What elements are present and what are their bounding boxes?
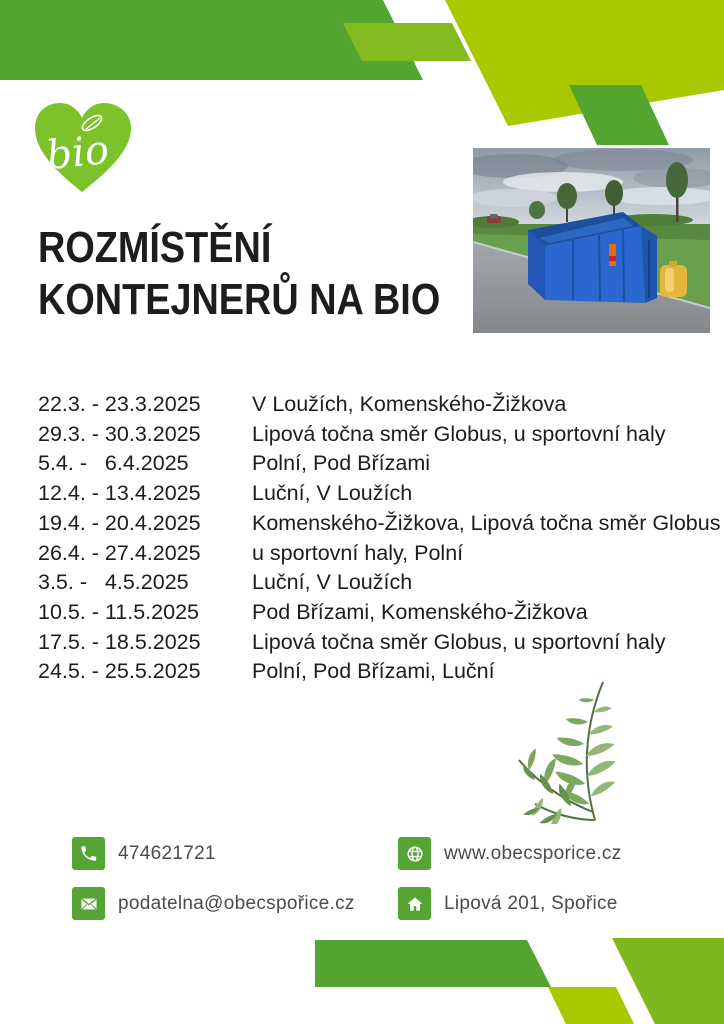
- schedule-row: [38, 628, 718, 658]
- schedule-dates: 3.5. - 4.5.2025: [38, 570, 189, 595]
- page-title: [38, 222, 451, 326]
- globe-icon: [398, 837, 431, 870]
- bottom-decoration: [0, 930, 724, 1024]
- schedule-locations: Lipová točna směr Globus, u sportovní haly: [252, 629, 666, 654]
- schedule-dates: 10.5. - 11.5.2025: [38, 599, 199, 624]
- schedule-row: [38, 420, 718, 450]
- bio-heart-logo: [26, 96, 140, 200]
- schedule-dates: 22.3. - 23.3.2025: [38, 392, 201, 416]
- schedule-row: [38, 598, 718, 628]
- schedule-locations: Luční, V Loužích: [252, 481, 413, 506]
- schedule-row: [38, 539, 718, 569]
- schedule-dates: 26.4. - 27.4.2025: [38, 540, 201, 565]
- fern-leaf-image: [505, 672, 663, 824]
- mail-icon: [72, 887, 105, 920]
- schedule-dates: 24.5. - 25.5.2025: [38, 659, 201, 684]
- container-photo: [473, 148, 710, 333]
- website-contact: [398, 837, 622, 870]
- schedule-dates: 19.4. - 20.4.2025: [38, 510, 201, 535]
- schedule-row: [38, 449, 718, 479]
- schedule-dates: 12.4. - 13.4.2025: [38, 481, 201, 506]
- home-icon: [398, 887, 431, 920]
- title-line-2: KONTEJNERŮ NA BIO: [38, 275, 441, 324]
- schedule-dates: 29.3. - 30.3.2025: [38, 421, 201, 446]
- schedule-row: [38, 479, 718, 509]
- email-address: podatelna@obecspořice.cz: [118, 892, 355, 914]
- logo-text: bio: [44, 126, 112, 180]
- schedule-dates: 5.4. - 6.4.2025: [38, 451, 189, 476]
- schedule-row: [38, 509, 721, 539]
- address-contact: [398, 887, 618, 920]
- email-contact: [72, 887, 355, 920]
- schedule-locations: Pod Břízami, Komenského-Žižkova: [252, 599, 588, 624]
- schedule-list: [38, 390, 721, 687]
- schedule-locations: Polní, Pod Břízami, Luční: [252, 659, 495, 684]
- website-url: www.obecsporice.cz: [444, 842, 622, 864]
- heart-icon: [26, 96, 140, 200]
- schedule-locations: Lipová točna směr Globus, u sportovní haly: [252, 421, 666, 446]
- schedule-row: [38, 390, 718, 420]
- schedule-locations: V Loužích, Komenského-Žižkova: [252, 392, 567, 416]
- schedule-locations: Luční, V Loužích: [252, 570, 413, 595]
- schedule-locations: Komenského-Žižkova, Lipová točna směr Globus: [252, 510, 721, 535]
- street-address: Lipová 201, Spořice: [444, 892, 618, 914]
- title-line-1: ROZMÍSTĚNÍ: [38, 223, 272, 272]
- phone-icon: [72, 837, 105, 870]
- schedule-locations: u sportovní haly, Polní: [252, 540, 464, 565]
- schedule-dates: 17.5. - 18.5.2025: [38, 629, 201, 654]
- container-photo-art: [473, 148, 710, 333]
- phone-number: 474621721: [118, 842, 216, 864]
- phone-contact: [72, 837, 216, 870]
- schedule-locations: Polní, Pod Břízami: [252, 451, 431, 476]
- schedule-row: [38, 568, 718, 598]
